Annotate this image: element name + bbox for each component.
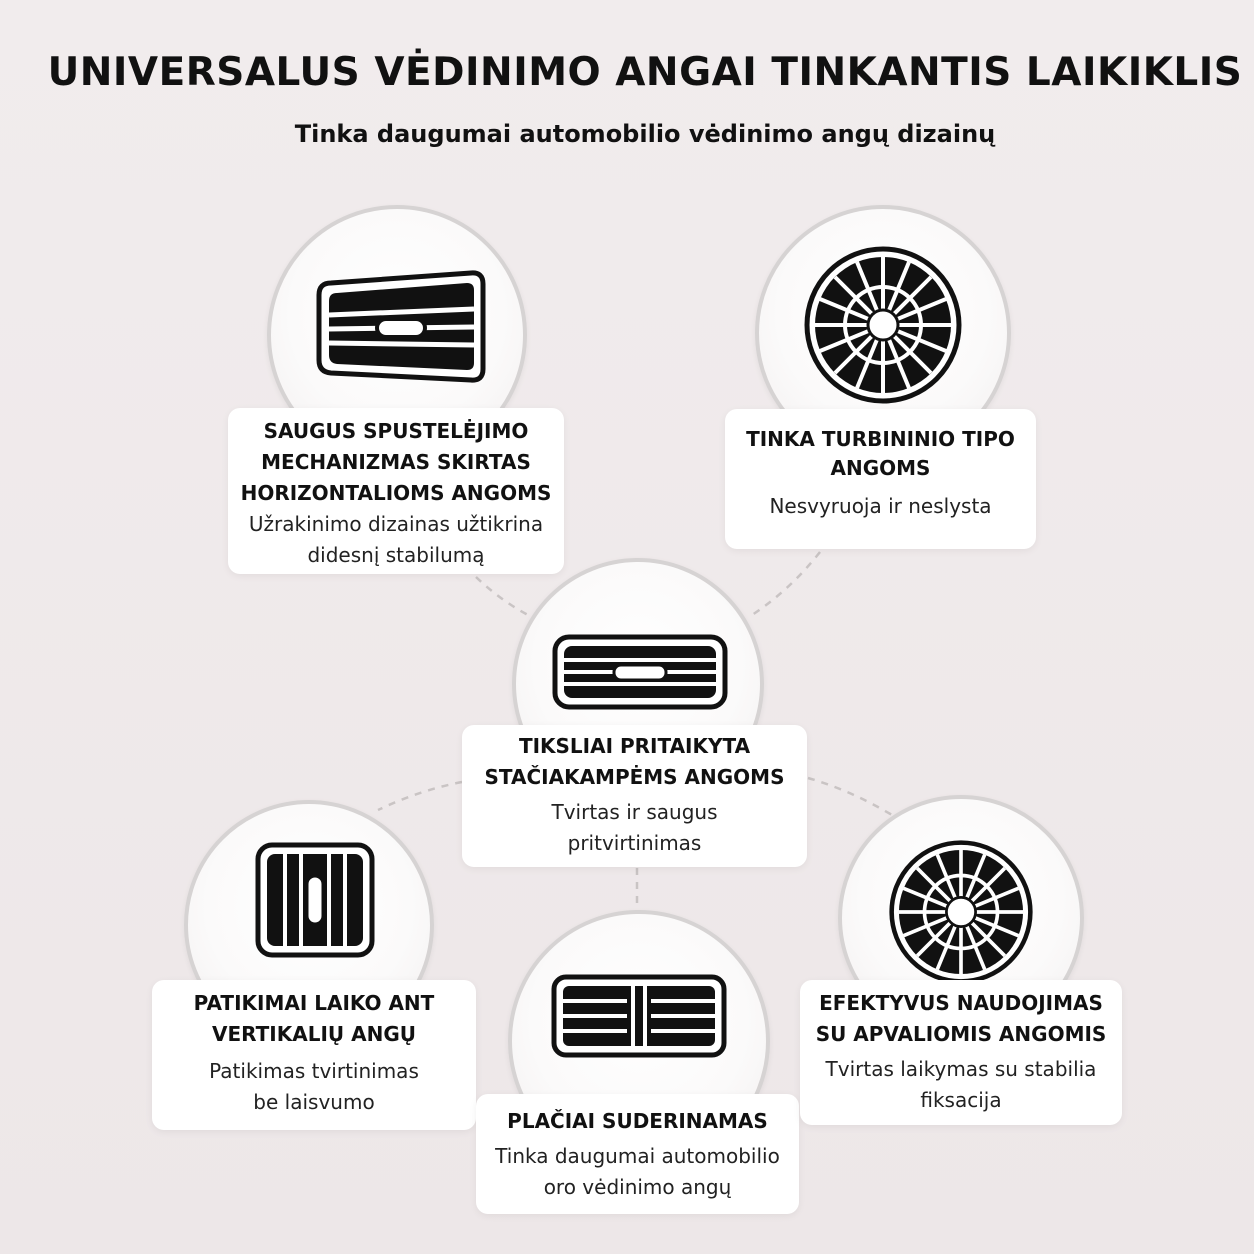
feature-card-vertical: [152, 980, 476, 1130]
horizontal-vent-icon: [311, 269, 491, 389]
feature-card-wide: [476, 1094, 799, 1214]
feature-title: PATIKIMAI LAIKO ANT VERTIKALIŲ ANGŲ: [193, 991, 435, 1046]
rectangular-vent-icon: [552, 634, 728, 710]
feature-title: PLAČIAI SUDERINAMAS: [507, 1109, 768, 1133]
feature-description: Tvirtas laikymas su stabilia fiksacija: [825, 1057, 1097, 1112]
feature-card-turbine: [725, 409, 1036, 549]
feature-title: TINKA TURBININIO TIPO ANGOMS: [746, 427, 1015, 480]
connector-line: [808, 778, 892, 815]
round-vent-icon: [888, 839, 1034, 985]
feature-title: EFEKTYVUS NAUDOJIMAS SU APVALIOMIS ANGOMIS: [815, 991, 1107, 1046]
feature-card-round: [800, 980, 1122, 1125]
feature-card-horizontal: [228, 408, 564, 574]
feature-description: Tinka daugumai automobilio oro vėdinimo angų: [495, 1144, 780, 1199]
feature-description: Nesvyruoja ir neslysta: [769, 494, 992, 518]
page-subtitle: Tinka daugumai automobilio vėdinimo angų dizainų: [294, 120, 996, 148]
page-title: UNIVERSALUS VĖDINIMO ANGAI TINKANTIS LAIKIKLIS: [47, 50, 1243, 95]
connector-line: [476, 577, 528, 615]
wide-vent-icon: [551, 974, 727, 1058]
connector-line: [752, 552, 820, 615]
feature-title: TIKSLIAI PRITAIKYTA STAČIAKAMPĖMS ANGOMS: [484, 734, 785, 789]
connector-line: [378, 782, 462, 810]
feature-title: SAUGUS SPUSTELĖJIMO MECHANIZMAS SKIRTAS HORIZONTALIOMS ANGOMS: [240, 419, 552, 505]
feature-card-rectangular: [462, 725, 807, 867]
feature-description: Patikimas tvirtinimas be laisvumo: [209, 1059, 419, 1114]
feature-description: Užrakinimo dizainas užtikrina didesnį stabilumą: [248, 512, 544, 567]
feature-description: Tvirtas ir saugus pritvirtinimas: [551, 800, 718, 855]
turbine-vent-icon: [803, 245, 963, 405]
vertical-vent-icon: [255, 842, 375, 958]
